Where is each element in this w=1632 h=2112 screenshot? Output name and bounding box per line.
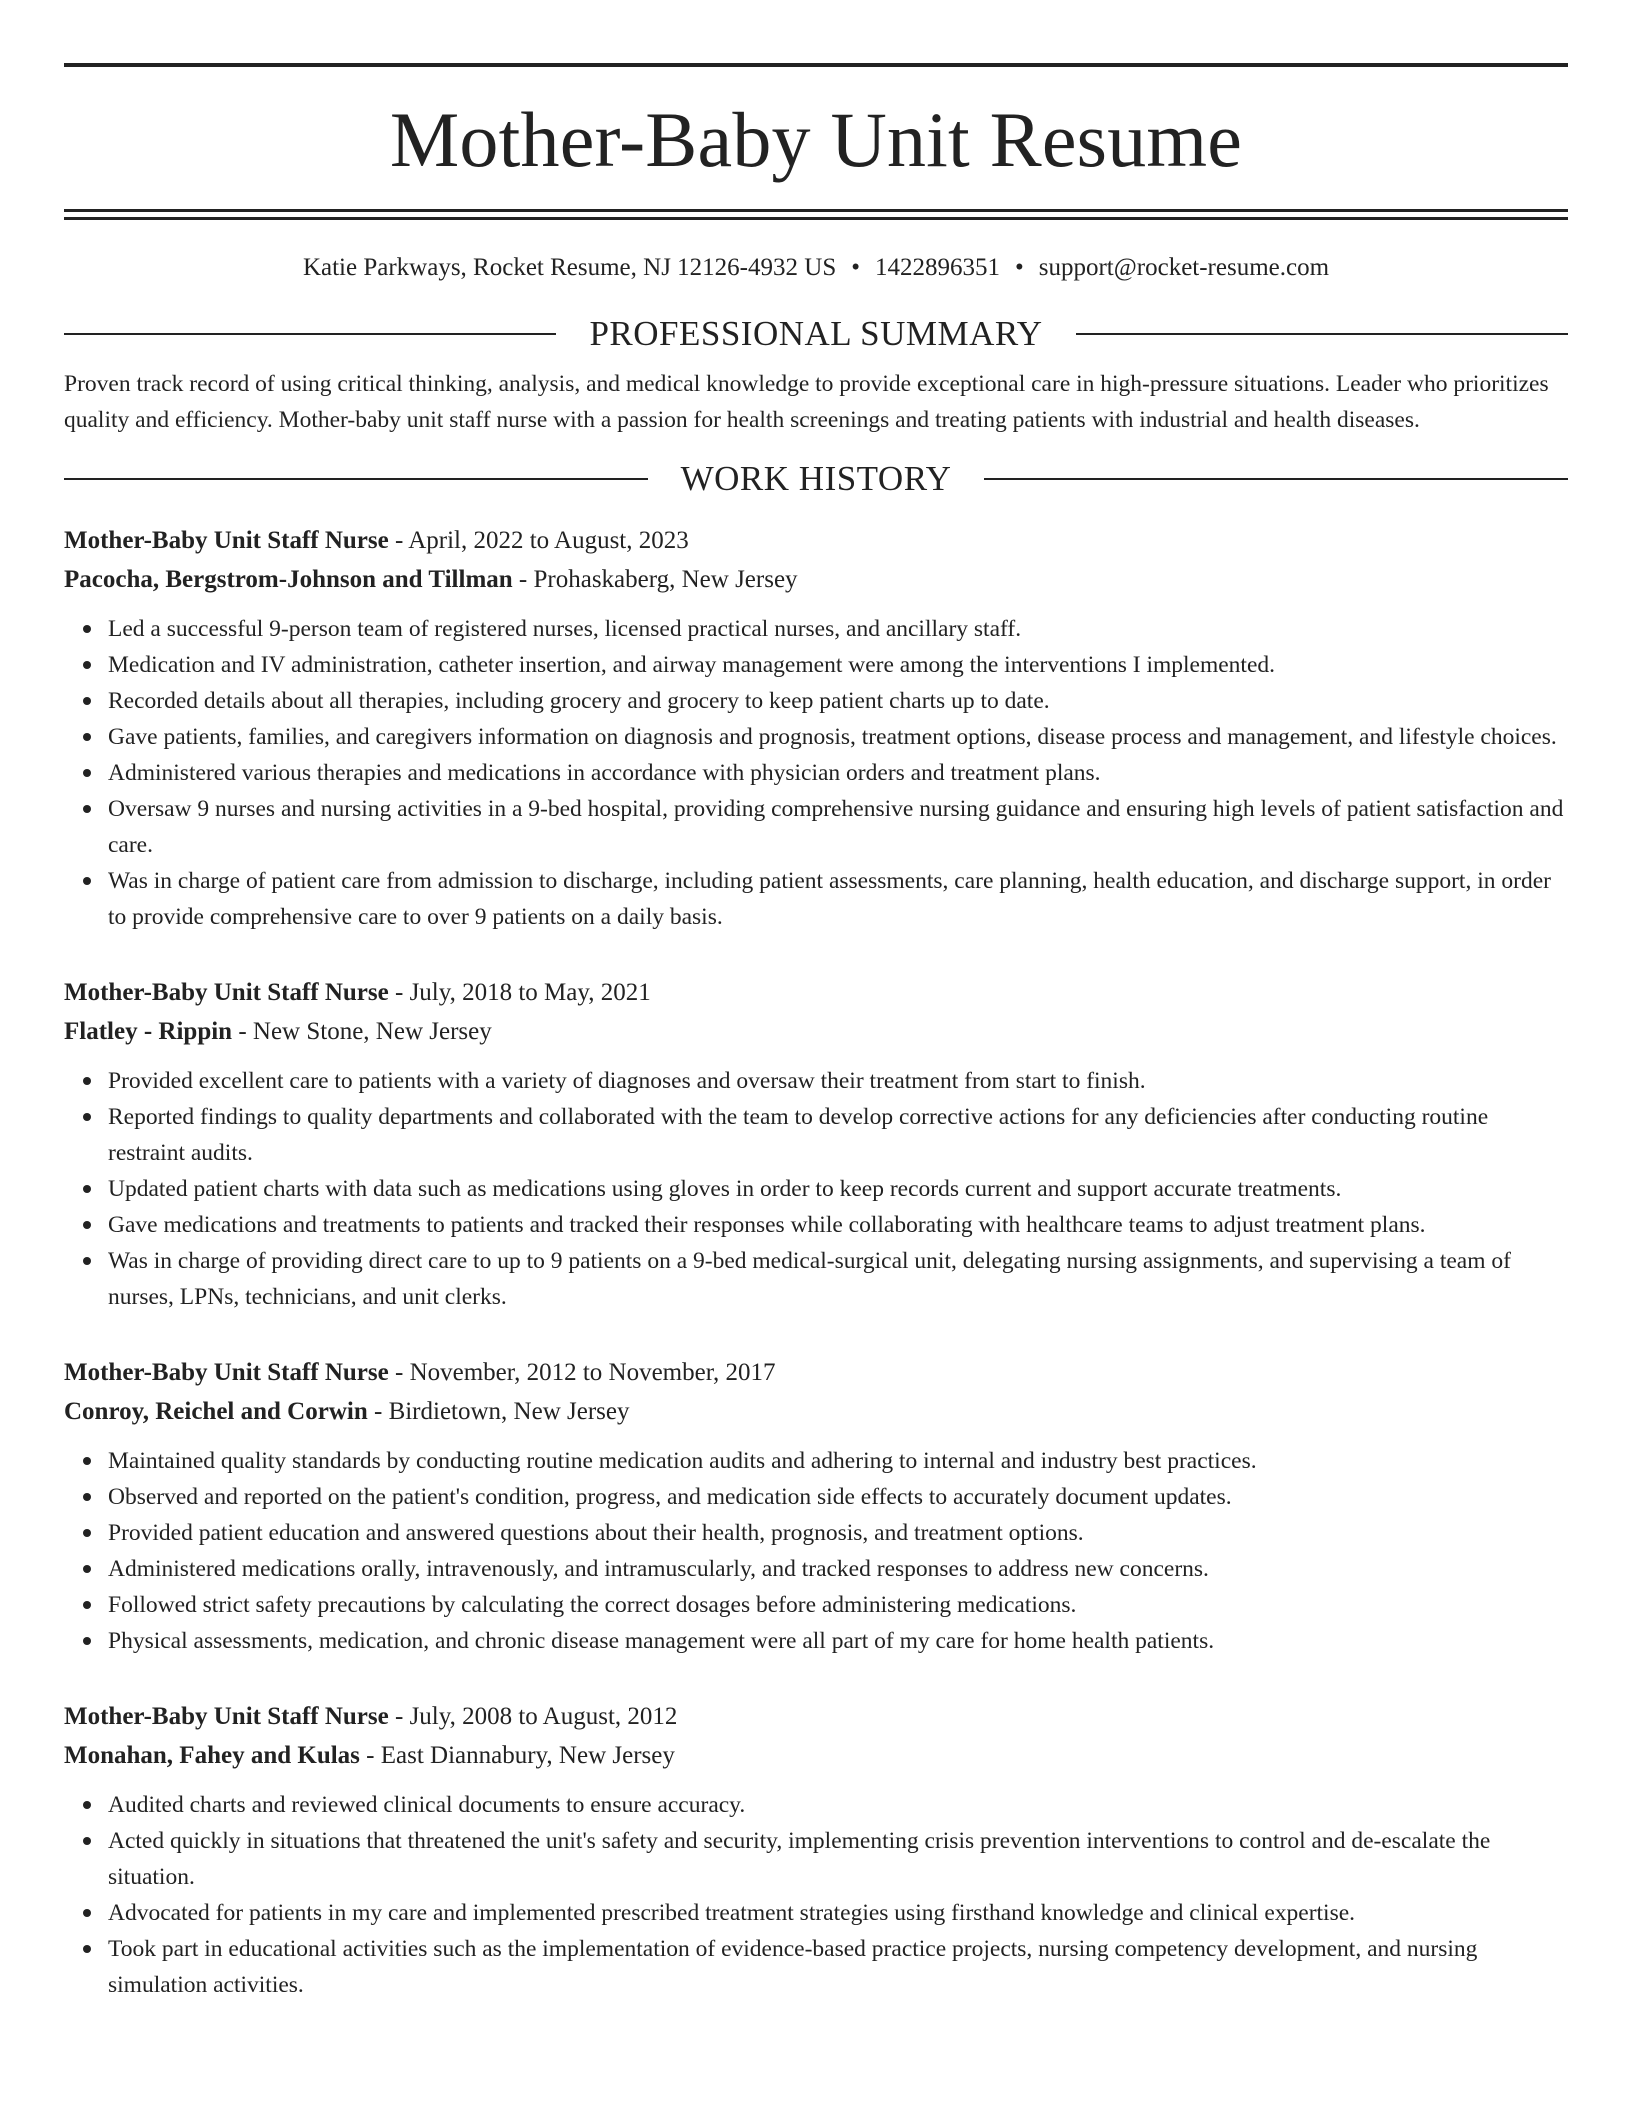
job-bullet: Acted quickly in situations that threatened the unit's safety and security, implementing crisis prevention interventions to control and de-escalate the situation. [108,1823,1568,1895]
work-history-list [64,521,1568,2003]
job-entry [64,1353,1568,1659]
job-bullet: Administered various therapies and medications in accordance with physician orders and treatment plans. [108,755,1568,791]
job-bullet: Advocated for patients in my care and implemented prescribed treatment strategies using firsthand knowledge and clinical expertise. [108,1895,1568,1931]
job-title: Mother-Baby Unit Staff Nurse [64,1359,389,1386]
job-bullets [64,611,1568,935]
job-location: New Stone, New Jersey [252,1018,492,1045]
job-title: Mother-Baby Unit Staff Nurse [64,979,389,1006]
job-title-line: Mother-Baby Unit Staff Nurse - July, 2008 to August, 2012 [64,1703,678,1730]
job-bullet: Provided excellent care to patients with a variety of diagnoses and oversaw their treatment from start to finish. [108,1063,1568,1099]
job-bullet: Reported findings to quality departments and collaborated with the team to develop corrective actions for any deficiencies after conducting routine restraint audits. [108,1099,1568,1171]
summary-heading-label: PROFESSIONAL SUMMARY [589,314,1043,353]
contact-phone: 1422896351 [874,254,1000,281]
job-title-line: Mother-Baby Unit Staff Nurse - April, 2022 to August, 2023 [64,527,689,554]
heading-rule-right [984,478,1568,480]
job-bullet: Led a successful 9-person team of registered nurses, licensed practical nurses, and ancillary staff. [108,611,1568,647]
job-bullet: Administered medications orally, intravenously, and intramuscularly, and tracked responses to address new concerns. [108,1551,1568,1587]
job-entry [64,973,1568,1315]
job-bullet: Gave medications and treatments to patients and tracked their responses while collaborating with healthcare teams to adjust treatment plans. [108,1207,1568,1243]
job-bullet: Observed and reported on the patient's condition, progress, and medication side effects to accurately document updates. [108,1479,1568,1515]
job-bullets [64,1443,1568,1659]
job-company-line: Flatley - Rippin - New Stone, New Jersey [64,1018,492,1045]
job-entry [64,521,1568,935]
job-bullet: Followed strict safety precautions by calculating the correct dosages before administering medications. [108,1587,1568,1623]
job-bullet: Gave patients, families, and caregivers information on diagnosis and prognosis, treatment options, disease process and management, and lifestyle choices. [108,719,1568,755]
header-double-rule [64,209,1568,220]
job-bullet: Took part in educational activities such as the implementation of evidence-based practice projects, nursing competency development, and nursing simulation activities. [108,1931,1568,2003]
heading-rule-right [1076,333,1568,335]
job-company: Pacocha, Bergstrom-Johnson and Tillman [64,566,513,593]
job-title-line: Mother-Baby Unit Staff Nurse - November, 2012 to November, 2017 [64,1359,776,1386]
job-title: Mother-Baby Unit Staff Nurse [64,1703,389,1730]
summary-text: Proven track record of using critical thinking, analysis, and medical knowledge to provide exceptional care in high-pressure situations. Leader who prioritizes quality and efficiency. Mother-baby unit staff nurse with a passion for health screenings and treating patients with industrial and health diseases. [64,371,1549,433]
job-bullets [64,1063,1568,1315]
job-title-line: Mother-Baby Unit Staff Nurse - July, 2018 to May, 2021 [64,979,651,1006]
work-heading-label: WORK HISTORY [680,459,952,498]
summary-section-heading [64,312,1568,356]
job-bullet: Updated patient charts with data such as medications using gloves in order to keep records current and support accurate treatments. [108,1171,1568,1207]
job-dates: July, 2008 to August, 2012 [409,1703,678,1730]
job-location: Prohaskaberg, New Jersey [533,566,798,593]
job-title: Mother-Baby Unit Staff Nurse [64,527,389,554]
job-location: Birdietown, New Jersey [388,1398,630,1425]
job-company-line: Conroy, Reichel and Corwin - Birdietown, New Jersey [64,1398,630,1425]
job-bullet: Was in charge of providing direct care to up to 9 patients on a 9-bed medical-surgical unit, delegating nursing assignments, and supervising a team of nurses, LPNs, technicians, and unit clerks. [108,1243,1568,1315]
job-dates: November, 2012 to November, 2017 [409,1359,776,1386]
job-company: Flatley - Rippin [64,1018,233,1045]
job-company: Conroy, Reichel and Corwin [64,1398,368,1425]
contact-address: Katie Parkways, Rocket Resume, NJ 12126-4932 US [302,254,837,281]
heading-rule-left [64,478,648,480]
job-entry [64,1697,1568,2003]
job-bullet: Provided patient education and answered questions about their health, prognosis, and treatment options. [108,1515,1568,1551]
job-bullet: Audited charts and reviewed clinical documents to ensure accuracy. [108,1787,1568,1823]
header-top-rule [64,63,1568,67]
job-bullet: Oversaw 9 nurses and nursing activities in a 9-bed hospital, providing comprehensive nursing guidance and ensuring high levels of patient satisfaction and care. [108,791,1568,863]
job-bullet: Maintained quality standards by conducting routine medication audits and adhering to internal and industry best practices. [108,1443,1568,1479]
resume-page [64,0,1568,2003]
heading-rule-left [64,333,556,335]
job-bullet: Recorded details about all therapies, including grocery and grocery to keep patient charts up to date. [108,683,1568,719]
job-bullet: Medication and IV administration, catheter insertion, and airway management were among the interventions I implemented. [108,647,1568,683]
contact-line [64,251,1568,285]
resume-title: Mother-Baby Unit Resume [389,96,1243,183]
contact-separator: • [1014,254,1024,281]
job-location: East Diannabury, New Jersey [380,1742,675,1769]
job-bullets [64,1787,1568,2003]
contact-email: support@rocket-resume.com [1038,254,1330,281]
contact-separator: • [851,254,860,281]
job-bullet: Physical assessments, medication, and chronic disease management were all part of my care for home health patients. [108,1623,1568,1659]
job-bullet: Was in charge of patient care from admission to discharge, including patient assessments, care planning, health education, and discharge support, in order to provide comprehensive care to over 9 patients on a daily basis. [108,863,1568,935]
job-company-line: Monahan, Fahey and Kulas - East Diannabury, New Jersey [64,1742,675,1769]
job-company-line: Pacocha, Bergstrom-Johnson and Tillman - Prohaskaberg, New Jersey [64,566,798,593]
work-section-heading [64,457,1568,501]
job-dates: April, 2022 to August, 2023 [408,527,689,554]
job-company: Monahan, Fahey and Kulas [64,1742,360,1769]
job-dates: July, 2018 to May, 2021 [409,979,651,1006]
